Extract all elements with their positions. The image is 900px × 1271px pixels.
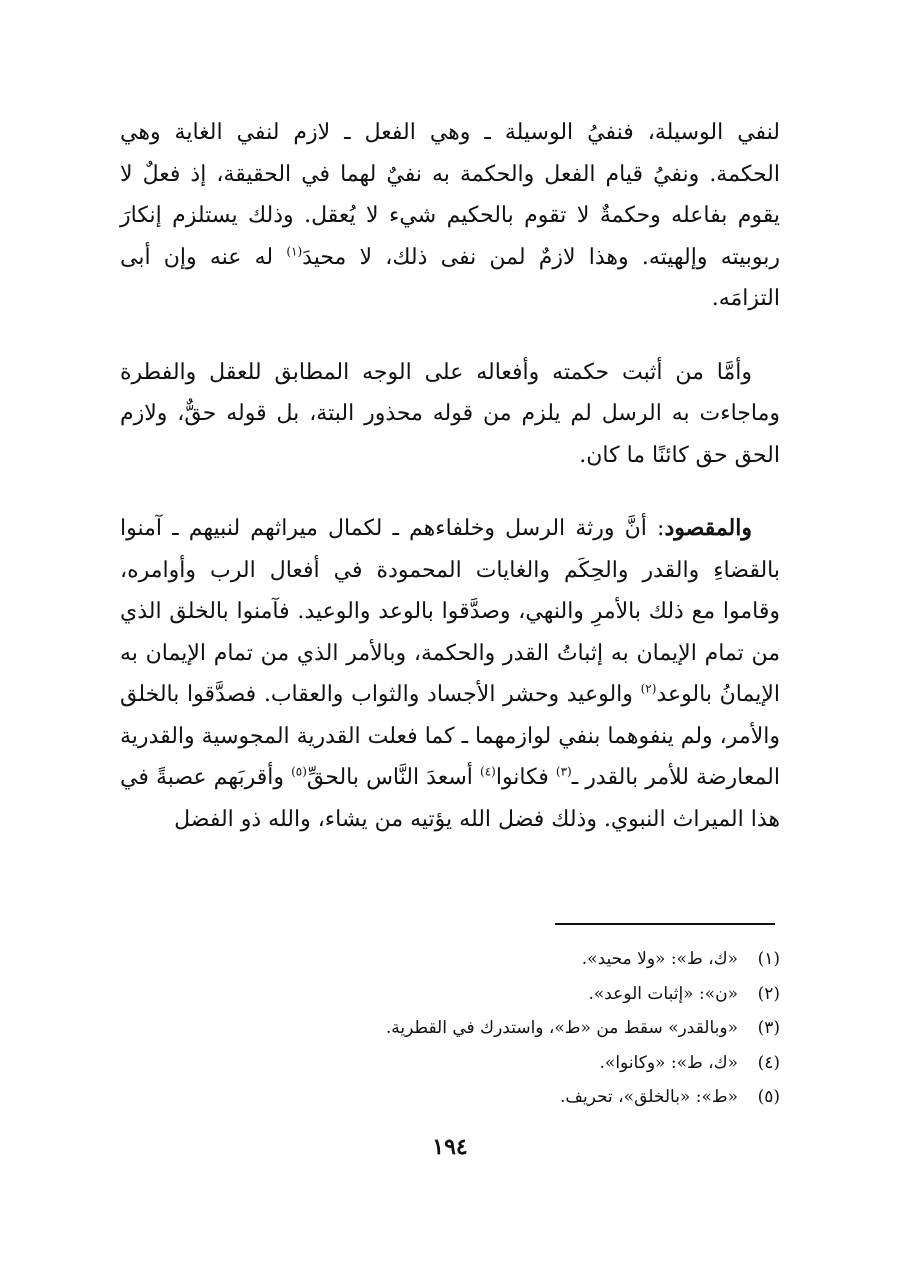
paragraph-1: [120, 112, 780, 320]
paragraph-text: فكانوا: [495, 765, 556, 790]
footnote-text: «وبالقدر» سقط من «ط»، واستدرك في القطرية.: [385, 1018, 738, 1038]
paragraph-text: لنفي الوسيلة، فنفيُ الوسيلة ـ وهي الفعل ـ لازم لنفي الغاية وهي الحكمة. ونفيُ قيام الفعل والحكمة به نفيٌ لهما في الحقيقة، إذ فعلٌ لا يقوم بفاعله وحكمةٌ لا تقوم بالحكيم شيء لا يُعقل. وذلك يستلزم إنكارَ ربوبيته وإلهيته. وهذا لازمٌ لمن نفى ذلك، لا محيدَ: [120, 120, 780, 270]
footnote-ref-4[interactable]: (٤): [480, 764, 496, 779]
page-number: ١٩٤: [432, 1134, 468, 1160]
footnotes: [120, 942, 780, 1115]
lead-word: والمقصود: [664, 515, 752, 541]
footnote-ref-3[interactable]: (٣): [555, 764, 572, 779]
footnote-ref-5[interactable]: (٥): [291, 764, 307, 779]
paragraph-text: أسعدَ النَّاس بالحقِّ: [306, 765, 480, 790]
paragraph-text: وأمَّا من أثبت حكمته وأفعاله على الوجه المطابق للعقل والفطرة وماجاءت به الرسل لم يلزم من قوله محذور البتة، بل قوله حقٌّ، ولازم الحق حق كائنًا ما كان.: [120, 359, 780, 468]
footnote-item: [120, 1080, 780, 1115]
footnote-number: (٥): [757, 1087, 780, 1107]
paragraph-2: [120, 352, 780, 477]
paragraph-text: والوعيد وحشر الأجساد والثواب والعقاب. فصدَّقوا بالخلق والأمر، ولم ينفوهما بنفي لوازمهما ـ كما فعلت القدرية المجوسية والقدرية المعارضة للأمر بالقدر ـ: [120, 682, 780, 790]
footnote-ref-2[interactable]: (٢): [640, 681, 657, 696]
footnote-number: (٣): [757, 1018, 780, 1038]
footnote-item: [120, 1046, 780, 1081]
footnote-text: «ك، ط»: «ولا محيد».: [581, 949, 738, 969]
footnote-ref-1[interactable]: (١): [286, 244, 303, 259]
paragraph-3: [120, 508, 780, 840]
footnote-number: (١): [757, 949, 780, 969]
footnote-item: [120, 942, 780, 977]
paragraph-text: : أنَّ ورثة الرسل وخلفاءهم ـ لكمال ميراثهم لنبيهم ـ آمنوا بالقضاءِ والقدر والحِكَم والغايات المحمودة في أفعال الرب وأوامره، وقاموا مع ذلك بالأمرِ والنهي، وصدَّقوا بالوعد والوعيد. فآمنوا بالخلق الذي من تمام الإيمان به إثباتُ القدر والحكمة، وبالأمر الذي من تمام الإيمان به الإيمانُ بالوعد: [120, 516, 780, 707]
footnote-text: «ن»: «إثبات الوعد».: [588, 983, 738, 1004]
footnote-text: «ط»: «بالخلق»، تحريف.: [559, 1087, 738, 1107]
footnote-divider: [555, 923, 775, 925]
main-text: [120, 112, 780, 840]
paragraph-text: له عنه وإن أبى التزامَه.: [120, 244, 780, 311]
paragraph-text: وأقربَهم عصبةً في هذا الميراث النبوي. وذلك فضل الله يؤتيه من يشاء، والله ذو الفضل: [120, 765, 780, 832]
footnote-number: (٤): [757, 1052, 780, 1073]
footnote-item: [120, 1011, 780, 1046]
footnote-number: (٢): [757, 983, 780, 1004]
footnote-item: [120, 977, 780, 1012]
footnote-text: «ك، ط»: «وكانوا».: [599, 1052, 738, 1073]
